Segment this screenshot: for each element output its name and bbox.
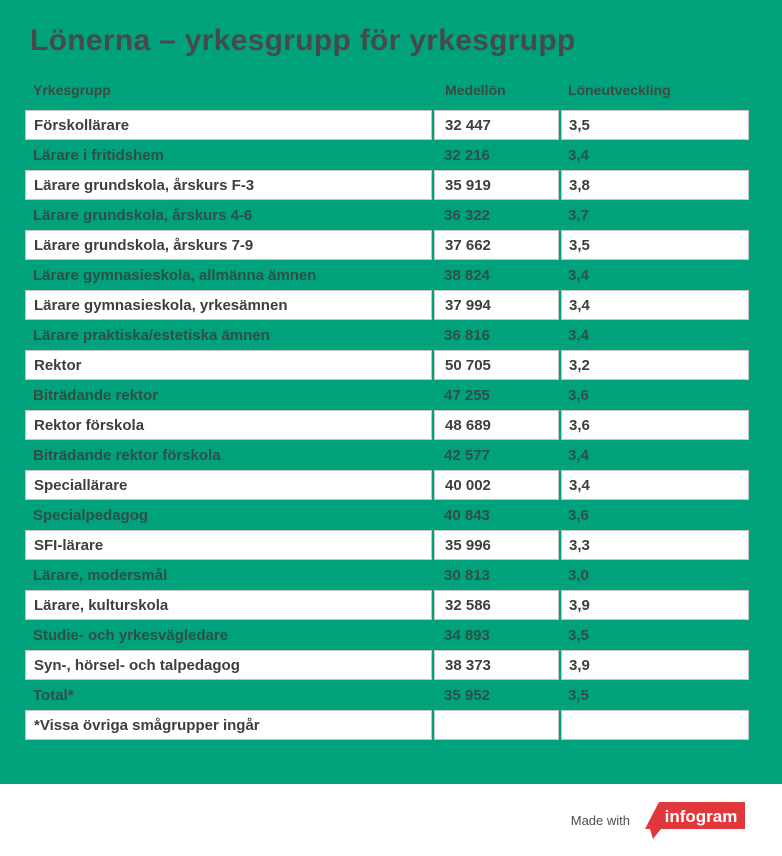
cell-medellon: 38 824 xyxy=(444,266,490,284)
table-row xyxy=(25,470,749,500)
column-header-loneutveckling: Löneutveckling xyxy=(568,82,671,98)
cell-medellon: 40 843 xyxy=(444,506,490,524)
attribution-footer xyxy=(0,784,782,856)
cell-medellon: 38 373 xyxy=(434,650,559,680)
cell-medellon: 32 586 xyxy=(434,590,559,620)
cell-loneutveckling: 3,7 xyxy=(568,206,589,224)
infogram-logo-text: infogram xyxy=(664,807,738,826)
cell-loneutveckling: 3,8 xyxy=(561,170,749,200)
salary-table xyxy=(25,110,749,740)
table-row xyxy=(25,380,749,410)
table-row xyxy=(25,110,749,140)
column-header-medellon: Medellön xyxy=(445,82,506,98)
cell-loneutveckling: 3,5 xyxy=(561,230,749,260)
cell-medellon: 47 255 xyxy=(444,386,490,404)
table-row xyxy=(25,710,749,740)
cell-loneutveckling: 3,4 xyxy=(561,290,749,320)
cell-yrkesgrupp: Syn-, hörsel- och talpedagog xyxy=(25,650,432,680)
table-row xyxy=(25,140,749,170)
cell-yrkesgrupp: Lärare gymnasieskola, yrkesämnen xyxy=(25,290,432,320)
cell-yrkesgrupp: Rektor xyxy=(25,350,432,380)
table-row xyxy=(25,350,749,380)
table-row xyxy=(25,260,749,290)
cell-medellon: 30 813 xyxy=(444,566,490,584)
cell-yrkesgrupp: Lärare grundskola, årskurs 7-9 xyxy=(25,230,432,260)
cell-medellon: 32 216 xyxy=(444,146,490,164)
cell-yrkesgrupp: Biträdande rektor förskola xyxy=(33,446,221,464)
cell-medellon: 50 705 xyxy=(434,350,559,380)
cell-medellon: 36 816 xyxy=(444,326,490,344)
cell-loneutveckling: 3,5 xyxy=(561,110,749,140)
cell-yrkesgrupp: Specialpedagog xyxy=(33,506,149,524)
table-row xyxy=(25,590,749,620)
cell-yrkesgrupp: Lärare i fritidshem xyxy=(33,146,164,164)
cell-loneutveckling: 3,5 xyxy=(568,686,589,704)
made-with-label: Made with xyxy=(570,812,630,828)
table-row xyxy=(25,170,749,200)
cell-loneutveckling: 3,4 xyxy=(561,470,749,500)
table-row xyxy=(25,410,749,440)
table-row xyxy=(25,230,749,260)
cell-medellon: 34 893 xyxy=(444,626,490,644)
table-row xyxy=(25,290,749,320)
cell-medellon: 36 322 xyxy=(444,206,490,224)
cell-yrkesgrupp: Förskollärare xyxy=(25,110,432,140)
cell-yrkesgrupp: *Vissa övriga smågrupper ingår xyxy=(25,710,432,740)
cell-yrkesgrupp: Rektor förskola xyxy=(25,410,432,440)
cell-yrkesgrupp: Lärare gymnasieskola, allmänna ämnen xyxy=(33,266,317,284)
cell-loneutveckling: 3,4 xyxy=(568,266,589,284)
cell-yrkesgrupp: Speciallärare xyxy=(25,470,432,500)
cell-loneutveckling: 3,4 xyxy=(568,326,589,344)
cell-yrkesgrupp: Lärare praktiska/estetiska ämnen xyxy=(33,326,270,344)
cell-loneutveckling: 3,4 xyxy=(568,146,589,164)
cell-medellon: 37 662 xyxy=(434,230,559,260)
cell-loneutveckling: 3,6 xyxy=(561,410,749,440)
cell-yrkesgrupp: Biträdande rektor xyxy=(33,386,159,404)
cell-loneutveckling: 3,6 xyxy=(568,386,589,404)
cell-medellon: 42 577 xyxy=(444,446,490,464)
cell-yrkesgrupp: Lärare, modersmål xyxy=(33,566,168,584)
cell-yrkesgrupp: Total* xyxy=(33,686,74,704)
cell-loneutveckling: 3,3 xyxy=(561,530,749,560)
table-row xyxy=(25,500,749,530)
page-title: Lönerna – yrkesgrupp för yrkesgrupp xyxy=(30,24,576,57)
table-row xyxy=(25,650,749,680)
cell-medellon: 35 996 xyxy=(434,530,559,560)
cell-medellon: 48 689 xyxy=(434,410,559,440)
cell-yrkesgrupp: Lärare grundskola, årskurs F-3 xyxy=(25,170,432,200)
table-row xyxy=(25,200,749,230)
cell-yrkesgrupp: Studie- och yrkesvägledare xyxy=(33,626,229,644)
cell-loneutveckling: 3,9 xyxy=(561,590,749,620)
table-row xyxy=(25,320,749,350)
cell-loneutveckling: 3,0 xyxy=(568,566,589,584)
cell-medellon: 32 447 xyxy=(434,110,559,140)
table-row xyxy=(25,530,749,560)
column-header-yrkesgrupp: Yrkesgrupp xyxy=(33,82,111,98)
table-row xyxy=(25,680,749,710)
table-header-row xyxy=(25,82,749,106)
table-row xyxy=(25,620,749,650)
cell-yrkesgrupp: Lärare, kulturskola xyxy=(25,590,432,620)
cell-loneutveckling xyxy=(561,710,749,740)
cell-yrkesgrupp: Lärare grundskola, årskurs 4-6 xyxy=(33,206,253,224)
cell-yrkesgrupp: SFI-lärare xyxy=(25,530,432,560)
cell-medellon: 35 952 xyxy=(444,686,490,704)
cell-loneutveckling: 3,4 xyxy=(568,446,589,464)
infogram-logo[interactable] xyxy=(640,801,746,839)
table-row xyxy=(25,560,749,590)
cell-loneutveckling: 3,5 xyxy=(568,626,589,644)
cell-loneutveckling: 3,2 xyxy=(561,350,749,380)
cell-medellon xyxy=(434,710,559,740)
cell-medellon: 35 919 xyxy=(434,170,559,200)
cell-medellon: 37 994 xyxy=(434,290,559,320)
cell-loneutveckling: 3,6 xyxy=(568,506,589,524)
cell-loneutveckling: 3,9 xyxy=(561,650,749,680)
table-row xyxy=(25,440,749,470)
cell-medellon: 40 002 xyxy=(434,470,559,500)
